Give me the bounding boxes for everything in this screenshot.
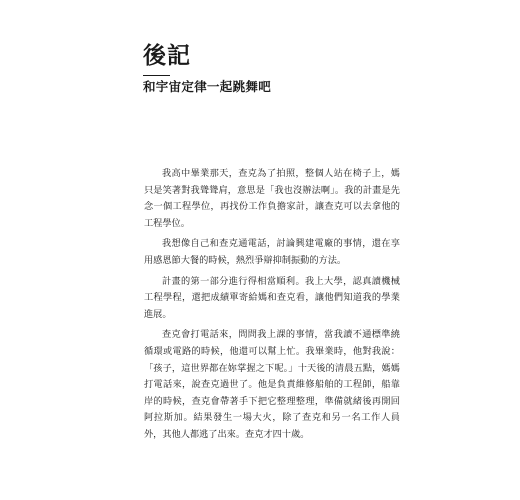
chapter-title: 後記 bbox=[143, 42, 191, 69]
paragraph: 查克會打電話來，問問我上課的事情，當我讀不通標準繞循環或電路的時候，他還可以幫上忙。我畢業時，他對我說：「孩子，這世界都在妳掌握之下呢。」十天後的清晨五點，媽媽打電話來，說查克過世了。他是負責維修船舶的工程師，船靠岸的時候，查克會帶著手下把它整理整理，準備就緒後再開回阿拉斯加。結果發生一場大火，除了查克和另一名工作人員外，其他人都逃了出來。查克才四十歲。 bbox=[144, 329, 400, 440]
paragraph: 我高中畢業那天，查克為了拍照，整個人站在椅子上，媽只是笑著對我聳聳肩，意思是「我也沒辦法啊」。我的計畫是先念一個工程學位，再找份工作負擔家計，讓查克可以去拿他的工程學位。 bbox=[144, 168, 400, 229]
body-text bbox=[144, 166, 400, 448]
paragraph: 計畫的第一部分進行得相當順利。我上大學，認真讀機械工程學程，還把成績單寄給媽和查克看，讓他們知道我的學業進展。 bbox=[144, 275, 400, 320]
paragraph: 我想像自己和查克通電話，討論興建電廠的事情，還在享用感恩節大餐的時候，熱烈爭辯抑制振動的方法。 bbox=[144, 238, 400, 266]
chapter-subtitle: 和宇宙定律一起跳舞吧 bbox=[143, 79, 272, 94]
title-divider bbox=[143, 75, 170, 76]
